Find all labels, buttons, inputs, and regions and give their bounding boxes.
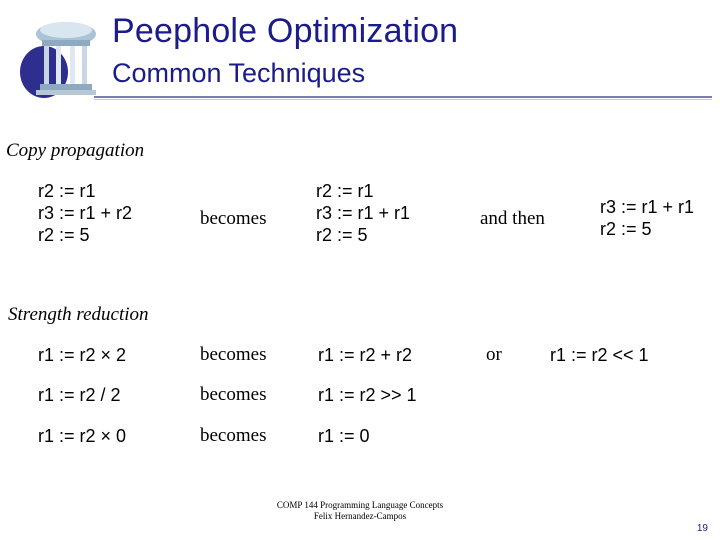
or-label: or <box>486 344 502 365</box>
strength-row-2-after: r1 := r2 >> 1 <box>318 385 417 405</box>
slide-subtitle: Common Techniques <box>112 58 366 88</box>
strength-row-3-after: r1 := 0 <box>318 426 370 446</box>
copy-propagation-heading: Copy propagation <box>6 140 145 161</box>
strength-row-2-before: r1 := r2 / 2 <box>38 385 121 405</box>
strength-row-1-alt: r1 := r2 << 1 <box>550 345 649 365</box>
becomes-label: becomes <box>200 208 267 229</box>
slide-title: Peephole Optimization <box>112 12 459 50</box>
code-line: r3 := r1 + r2 <box>38 203 133 223</box>
header-divider-shadow <box>94 99 712 100</box>
strength-row-1-before: r1 := r2 × 2 <box>38 345 127 365</box>
strength-row-3-before: r1 := r2 × 0 <box>38 426 127 446</box>
strength-reduction-heading: Strength reduction <box>8 304 149 325</box>
copy-before-code <box>38 180 132 246</box>
copy-final-code <box>600 196 694 240</box>
strength-row-1-after: r1 := r2 + r2 <box>318 345 413 365</box>
code-line: r2 := r1 <box>38 181 96 201</box>
becomes-label: becomes <box>200 425 267 446</box>
becomes-label: becomes <box>200 344 267 365</box>
author-name: Felix Hernandez-Campos <box>313 511 407 521</box>
code-line: r2 := 5 <box>316 225 368 245</box>
code-line: r2 := 5 <box>600 219 652 239</box>
course-name: COMP 144 Programming Language Concepts <box>276 500 444 510</box>
code-line: r3 := r1 + r1 <box>316 203 411 223</box>
becomes-label: becomes <box>200 384 267 405</box>
page-number: 19 <box>696 523 708 534</box>
code-line: r2 := 5 <box>38 225 90 245</box>
header-divider <box>94 96 712 98</box>
old-well-logo <box>14 10 104 102</box>
code-line: r2 := r1 <box>316 181 374 201</box>
code-line: r3 := r1 + r1 <box>600 197 695 217</box>
copy-after-code <box>316 180 410 246</box>
and-then-label: and then <box>480 208 545 229</box>
slide-footer <box>0 500 720 522</box>
